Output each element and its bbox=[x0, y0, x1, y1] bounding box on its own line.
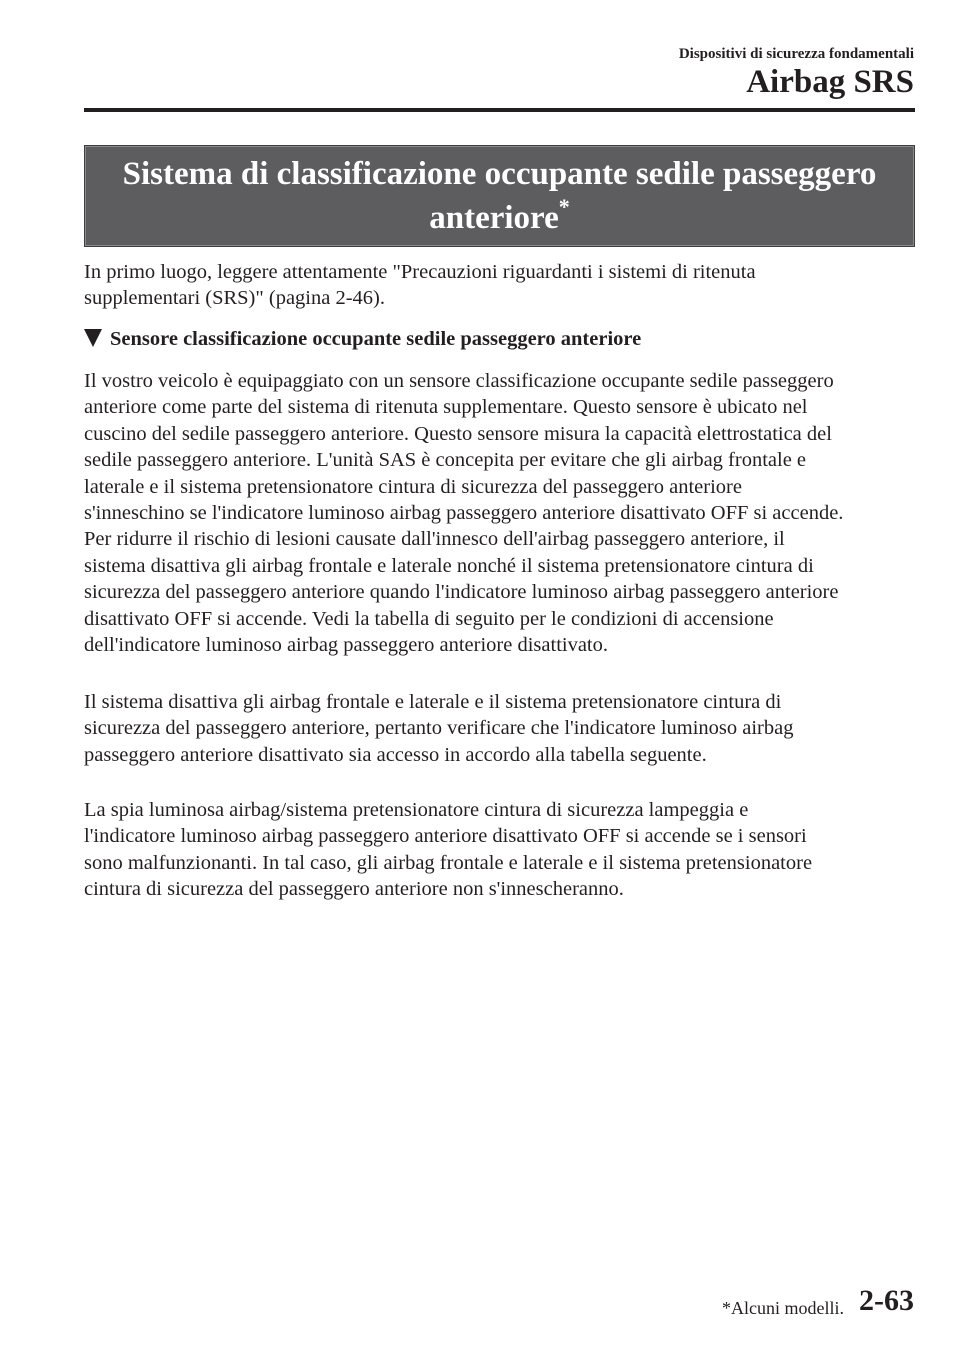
text-line: Il sistema disattiva gli airbag frontale e laterale e il sistema pretensionatore cintura di bbox=[84, 691, 782, 713]
text-line: cintura di sicurezza del passeggero anteriore non s'innescheranno. bbox=[84, 878, 624, 901]
subsection-heading bbox=[84, 326, 641, 352]
section-title-line-2 bbox=[85, 196, 914, 240]
text-line: cuscino del sedile passeggero anteriore. Questo sensore misura la capacità elettrostatica del bbox=[84, 422, 832, 445]
text-line: sicurezza del passeggero anteriore quando l'indicatore luminoso airbag passeggero anteriore bbox=[84, 581, 839, 604]
page-number: 2-63 bbox=[859, 1284, 914, 1317]
header-section-title: Dispositivi di sicurezza fondamentali bbox=[678, 46, 914, 62]
text-line: passeggero anteriore disattivato sia accesso in accordo alla tabella seguente. bbox=[84, 743, 707, 766]
header-divider bbox=[84, 108, 915, 112]
body-paragraph-3 bbox=[84, 797, 919, 903]
section-title-line-1: Sistema di classificazione occupante sedile passeggero bbox=[122, 156, 877, 192]
text-line: s'inneschino se l'indicatore luminoso airbag passeggero anteriore disattivato OFF si accende. bbox=[84, 502, 844, 525]
text-line: sistema disattiva gli airbag frontale e laterale nonché il sistema pretensionatore cintura di bbox=[84, 554, 814, 577]
subsection-heading-text: Sensore classificazione occupante sedile passeggero anteriore bbox=[110, 328, 642, 350]
intro-paragraph bbox=[84, 259, 919, 312]
optional-feature-marker: * bbox=[558, 194, 570, 219]
text-line: La spia luminosa airbag/sistema pretensionatore cintura di sicurezza lampeggia e bbox=[84, 799, 749, 821]
text-line: anteriore come parte del sistema di ritenuta supplementare. Questo sensore è ubicato nel bbox=[84, 396, 808, 419]
text-line: sedile passeggero anteriore. L'unità SAS è concepita per evitare che gli airbag frontale e bbox=[84, 449, 807, 472]
text-line: sicurezza del passeggero anteriore, pertanto verificare che l'indicatore luminoso airbag bbox=[84, 717, 794, 740]
text-line: laterale e il sistema pretensionatore cintura di sicurezza del passeggero anteriore bbox=[84, 475, 742, 498]
text-line: Per ridurre il rischio di lesioni causate dall'innesco dell'airbag passeggero anteriore, il bbox=[84, 528, 785, 551]
body-paragraph-2 bbox=[84, 689, 919, 768]
text-line: l'indicatore luminoso airbag passeggero anteriore disattivato OFF si accende se i sensori bbox=[84, 825, 807, 848]
section-title-banner bbox=[84, 145, 915, 247]
text-line: sono malfunzionanti. In tal caso, gli airbag frontale e laterale e il sistema pretensionatore bbox=[84, 851, 813, 874]
text-line: disattivato OFF si accende. Vedi la tabella di seguito per le condizioni di accensione bbox=[84, 607, 774, 630]
text-line: In primo luogo, leggere attentamente "Precauzioni riguardanti i sistemi di ritenuta bbox=[84, 261, 756, 283]
body-paragraph-1 bbox=[84, 368, 919, 658]
footnote-some-models: *Alcuni modelli. bbox=[722, 1298, 844, 1318]
header-chapter-title: Airbag SRS bbox=[746, 64, 914, 100]
text-line: dell'indicatore luminoso airbag passeggero anteriore disattivato. bbox=[84, 634, 609, 657]
section-title-line-2-text: anteriore bbox=[429, 200, 559, 236]
text-line: Il vostro veicolo è equipaggiato con un sensore classificazione occupante sedile passeggero bbox=[84, 370, 834, 392]
text-line: supplementari (SRS)" (pagina 2-46). bbox=[84, 287, 386, 310]
triangle-bullet-icon bbox=[84, 329, 102, 347]
